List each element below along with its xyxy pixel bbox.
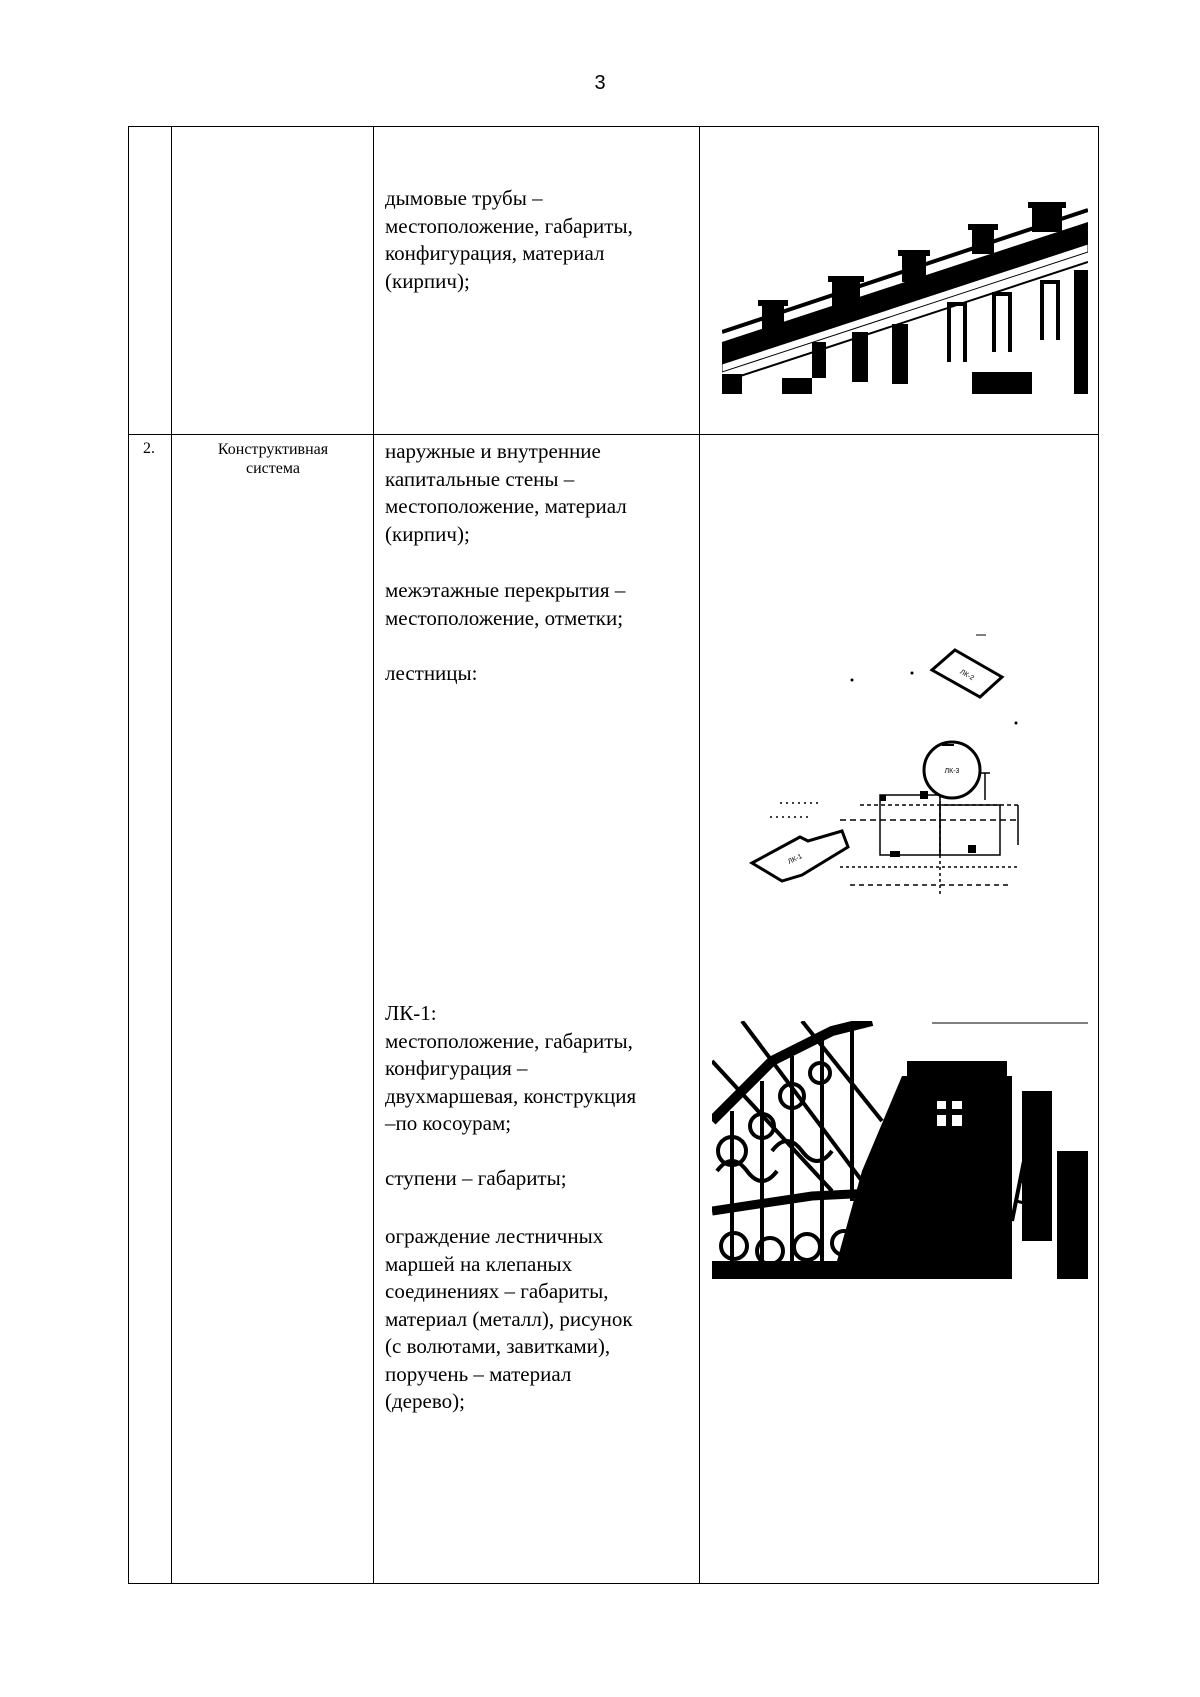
floors-description: межэтажные перекрытия – местоположение, отметки; <box>385 578 626 630</box>
stairs-heading: лестницы: <box>385 661 478 685</box>
building-cornice-photo <box>722 192 1088 394</box>
row2-name: Конструктивная система <box>217 441 329 477</box>
row2-number: 2. <box>143 440 155 457</box>
railing-description: ограждение лестничных маршей на клепаных соединениях – габариты, материал (металл), рисунок (с волютами, завитками), поручень – материал (дерево); <box>385 1224 633 1413</box>
plan-label-lk3: ЛК-3 <box>944 768 960 775</box>
row1-number-cell <box>128 126 172 435</box>
plan-label-lk1: ЛК-1 <box>786 853 804 866</box>
walls-description: наружные и внутренние капитальные стены – местоположение, материал (кирпич); <box>385 439 627 546</box>
page-number: 3 <box>594 72 606 94</box>
row1-description: дымовые трубы – местоположение, габариты, конфигурация, материал (кирпич); <box>385 186 633 293</box>
plan-label-lk2: ЛК-2 <box>958 668 975 683</box>
stair-plan-drawing <box>740 605 1040 905</box>
lk1-description: ЛК-1: местоположение, габариты, конфигурация – двухмаршевая, конструкция –по косоурам; <box>385 1001 637 1135</box>
row2-name-cell <box>171 434 374 1584</box>
row2-number-cell <box>128 434 172 1584</box>
staircase-railing-photo <box>712 1021 1088 1279</box>
steps-description: ступени – габариты; <box>385 1166 567 1190</box>
row1-name-cell <box>171 126 374 435</box>
